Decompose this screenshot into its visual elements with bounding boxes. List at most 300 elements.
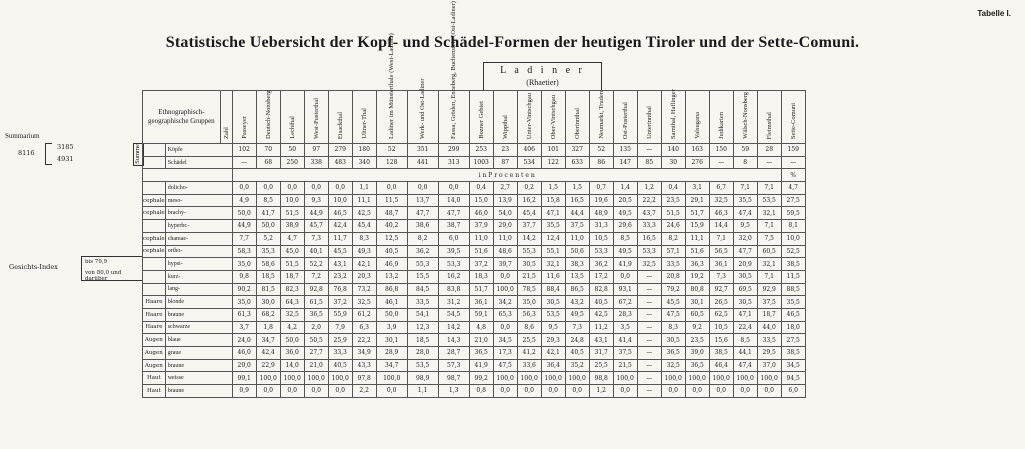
data-cell: 4,8 bbox=[469, 321, 493, 334]
data-cell: 15,8 bbox=[541, 194, 565, 207]
summary-total: 8116 bbox=[18, 149, 35, 157]
data-cell: 87 bbox=[493, 156, 517, 169]
data-cell: 38,5 bbox=[709, 347, 733, 360]
column-header-label: Fleimsthal bbox=[765, 111, 773, 139]
data-cell: 55,9 bbox=[328, 308, 352, 321]
data-cell: 41,2 bbox=[517, 347, 541, 360]
data-cell: 35,5 bbox=[781, 296, 805, 309]
data-cell: 1,1 bbox=[352, 182, 376, 195]
data-cell: 42,5 bbox=[352, 207, 376, 220]
data-cell: 92,7 bbox=[709, 283, 733, 296]
data-cell: 0,0 bbox=[304, 385, 328, 398]
column-header-label: Deutsch-Nonsberg bbox=[264, 90, 272, 139]
data-cell: 46,0 bbox=[469, 207, 493, 220]
data-cell: 16,2 bbox=[438, 270, 469, 283]
data-cell: 28 bbox=[757, 144, 781, 157]
data-cell: 0,0 bbox=[493, 270, 517, 283]
table-row bbox=[143, 194, 806, 207]
table-label: Tabelle I. bbox=[977, 9, 1011, 18]
data-cell: 14,2 bbox=[438, 321, 469, 334]
data-cell: 30,5 bbox=[733, 270, 757, 283]
data-cell: 65,3 bbox=[493, 308, 517, 321]
data-cell: 18,5 bbox=[407, 334, 438, 347]
data-cell: 0,0 bbox=[304, 182, 328, 195]
data-cell: 11,5 bbox=[376, 194, 407, 207]
data-cell: 88,4 bbox=[541, 283, 565, 296]
data-cell: 28,7 bbox=[438, 347, 469, 360]
data-cell: 37,2 bbox=[469, 258, 493, 271]
data-cell: 9,5 bbox=[733, 220, 757, 233]
data-cell: 22,2 bbox=[352, 334, 376, 347]
data-cell: 46,5 bbox=[781, 308, 805, 321]
data-cell: 4,7 bbox=[280, 232, 304, 245]
column-header-label: Ladiner im Münsterthale (West-Ladiner) bbox=[388, 33, 396, 139]
data-cell: 1003 bbox=[469, 156, 493, 169]
data-cell: 99,2 bbox=[469, 372, 493, 385]
data-cell: 54,5 bbox=[438, 308, 469, 321]
data-cell: 1,2 bbox=[589, 385, 613, 398]
data-cell: 46,1 bbox=[376, 296, 407, 309]
data-cell: 21,5 bbox=[517, 270, 541, 283]
table-row bbox=[143, 270, 806, 283]
column-header-label: Oberinnthal bbox=[573, 107, 581, 139]
data-cell: 40,1 bbox=[304, 245, 328, 258]
data-cell: 39,0 bbox=[685, 347, 709, 360]
data-cell: 55,3 bbox=[407, 258, 438, 271]
data-cell: 36,5 bbox=[661, 347, 685, 360]
data-cell: 9,5 bbox=[541, 321, 565, 334]
data-cell: 11,1 bbox=[685, 232, 709, 245]
data-cell: 100,0 bbox=[685, 372, 709, 385]
column-header-label: Valsugana bbox=[693, 112, 701, 139]
data-cell: 36,5 bbox=[469, 347, 493, 360]
data-cell: 42,1 bbox=[541, 347, 565, 360]
data-cell: 44,1 bbox=[733, 347, 757, 360]
data-cell: 16,5 bbox=[637, 232, 661, 245]
data-cell: 50,5 bbox=[304, 334, 328, 347]
data-cell: 13,5 bbox=[565, 270, 589, 283]
data-cell: 47,7 bbox=[438, 207, 469, 220]
data-cell: 1,5 bbox=[541, 182, 565, 195]
table-row bbox=[143, 296, 806, 309]
table-row bbox=[143, 308, 806, 321]
data-cell: 47,1 bbox=[733, 308, 757, 321]
data-cell: 44,9 bbox=[232, 220, 256, 233]
data-cell: 13,2 bbox=[376, 270, 407, 283]
row-label: hypsi- bbox=[165, 258, 232, 271]
column-header bbox=[733, 91, 757, 144]
data-cell: 42,5 bbox=[589, 308, 613, 321]
table-row bbox=[143, 334, 806, 347]
data-cell: 0,0 bbox=[661, 385, 685, 398]
data-cell: 14,0 bbox=[280, 359, 304, 372]
row-label: weisse bbox=[165, 372, 232, 385]
category-cell: Haut bbox=[143, 385, 166, 398]
data-cell: 32,1 bbox=[757, 207, 781, 220]
data-cell: 40,5 bbox=[376, 245, 407, 258]
data-cell: 10,0 bbox=[781, 232, 805, 245]
data-cell: 23 bbox=[493, 144, 517, 157]
data-cell: 147 bbox=[613, 156, 637, 169]
data-cell: 17,2 bbox=[589, 270, 613, 283]
summe-label: Summe bbox=[134, 144, 141, 164]
table-row bbox=[143, 245, 806, 258]
data-cell: 30,5 bbox=[541, 296, 565, 309]
column-header bbox=[256, 91, 280, 144]
data-cell: 38,7 bbox=[438, 220, 469, 233]
data-cell: 11,7 bbox=[328, 232, 352, 245]
data-cell: 1,2 bbox=[637, 182, 661, 195]
data-cell: 92,9 bbox=[757, 283, 781, 296]
data-cell: 38,6 bbox=[407, 220, 438, 233]
data-cell: 100,0 bbox=[493, 283, 517, 296]
data-cell: 633 bbox=[565, 156, 589, 169]
column-header bbox=[407, 78, 438, 144]
data-cell: 13,7 bbox=[407, 194, 438, 207]
data-cell: 50,0 bbox=[232, 207, 256, 220]
data-cell: 1,4 bbox=[613, 182, 637, 195]
data-cell: 58,6 bbox=[256, 258, 280, 271]
data-cell: 53,5 bbox=[757, 194, 781, 207]
data-cell: 30,5 bbox=[733, 296, 757, 309]
data-cell: 22,9 bbox=[256, 359, 280, 372]
data-cell: 60,5 bbox=[757, 245, 781, 258]
data-cell: 45,4 bbox=[517, 207, 541, 220]
data-cell: 46,3 bbox=[709, 207, 733, 220]
group-title: L a d i n e r bbox=[500, 65, 585, 76]
data-cell: 11,6 bbox=[541, 270, 565, 283]
data-cell: 41,7 bbox=[256, 207, 280, 220]
data-cell: 42,4 bbox=[256, 347, 280, 360]
data-cell: 47,4 bbox=[733, 359, 757, 372]
data-cell: 24,8 bbox=[565, 334, 589, 347]
data-cell: 34,9 bbox=[352, 347, 376, 360]
data-cell: 4,7 bbox=[781, 182, 805, 195]
data-cell: 28,9 bbox=[376, 347, 407, 360]
data-cell: 38,5 bbox=[781, 258, 805, 271]
data-cell: 11,2 bbox=[589, 321, 613, 334]
data-cell: 32,1 bbox=[757, 258, 781, 271]
data-cell: 41,9 bbox=[613, 258, 637, 271]
data-cell: 98,8 bbox=[589, 372, 613, 385]
data-cell: — bbox=[637, 347, 661, 360]
data-cell: 24,0 bbox=[232, 334, 256, 347]
data-cell: 62,5 bbox=[709, 308, 733, 321]
row-label: blonde bbox=[165, 296, 232, 309]
data-cell: 11,0 bbox=[565, 232, 589, 245]
summarium-label: Summarium bbox=[5, 132, 40, 140]
percent-caption: i n P r o c e n t e n bbox=[232, 169, 781, 182]
data-cell: 8,5 bbox=[733, 334, 757, 347]
data-cell: 32,5 bbox=[709, 194, 733, 207]
data-cell: 8,2 bbox=[661, 232, 685, 245]
data-cell: 52 bbox=[376, 144, 407, 157]
group-subtitle: (Rhaetier) bbox=[526, 78, 559, 87]
data-cell: 0,9 bbox=[232, 385, 256, 398]
data-cell: 11,0 bbox=[493, 232, 517, 245]
data-cell: 43,2 bbox=[565, 296, 589, 309]
data-cell: 35,5 bbox=[541, 220, 565, 233]
data-cell: 36,2 bbox=[407, 245, 438, 258]
data-cell: 30 bbox=[661, 156, 685, 169]
data-cell: 19,2 bbox=[685, 270, 709, 283]
data-cell: 59 bbox=[733, 144, 757, 157]
data-cell: 26,5 bbox=[709, 296, 733, 309]
data-cell: 7,9 bbox=[328, 321, 352, 334]
column-header-label: Judikarien bbox=[717, 111, 725, 139]
data-cell: 340 bbox=[352, 156, 376, 169]
column-header-label: Ultner-Thal bbox=[360, 108, 368, 139]
data-cell: 86,5 bbox=[565, 283, 589, 296]
data-cell: 61,5 bbox=[304, 296, 328, 309]
column-header-label: Sette-Comuni bbox=[789, 102, 797, 139]
data-cell: 55,3 bbox=[517, 245, 541, 258]
data-cell: 45,5 bbox=[328, 245, 352, 258]
data-cell: 100,0 bbox=[757, 372, 781, 385]
data-cell: — bbox=[637, 385, 661, 398]
data-cell: 46,0 bbox=[232, 347, 256, 360]
data-cell: 25,5 bbox=[517, 334, 541, 347]
data-cell: 51,6 bbox=[685, 245, 709, 258]
data-cell: 53,5 bbox=[541, 308, 565, 321]
data-cell: 150 bbox=[709, 144, 733, 157]
data-cell: 0,0 bbox=[376, 182, 407, 195]
data-cell: 35,0 bbox=[232, 258, 256, 271]
data-cell: 34,7 bbox=[376, 359, 407, 372]
data-cell: 21,0 bbox=[304, 359, 328, 372]
data-cell: 18,3 bbox=[469, 270, 493, 283]
data-cell: 100,0 bbox=[328, 372, 352, 385]
row-label: Köpfe bbox=[165, 144, 232, 157]
data-cell: 24,6 bbox=[661, 220, 685, 233]
row-label: graue bbox=[165, 347, 232, 360]
column-header-label: Eisackthal bbox=[336, 111, 344, 139]
data-cell: 47,5 bbox=[661, 308, 685, 321]
column-header bbox=[517, 91, 541, 144]
data-cell: 100,0 bbox=[280, 372, 304, 385]
data-cell: 6,0 bbox=[781, 385, 805, 398]
table-row bbox=[143, 321, 806, 334]
data-cell: — bbox=[637, 334, 661, 347]
data-cell: 0,0 bbox=[733, 385, 757, 398]
category-cell: Haut bbox=[143, 372, 166, 385]
data-cell: 0,8 bbox=[469, 385, 493, 398]
data-cell: 47,1 bbox=[541, 207, 565, 220]
table-row bbox=[143, 207, 806, 220]
data-cell: 100,0 bbox=[613, 372, 637, 385]
column-header bbox=[757, 91, 781, 144]
category-cell bbox=[143, 283, 166, 296]
data-cell: 44,0 bbox=[757, 321, 781, 334]
data-cell: 25,9 bbox=[328, 334, 352, 347]
data-cell: 37,7 bbox=[517, 220, 541, 233]
column-header bbox=[438, 1, 469, 144]
data-cell: 10,0 bbox=[280, 194, 304, 207]
data-cell: 81,5 bbox=[256, 283, 280, 296]
data-cell: 15,0 bbox=[469, 194, 493, 207]
data-cell: 276 bbox=[685, 156, 709, 169]
data-cell: 56,5 bbox=[709, 245, 733, 258]
column-header bbox=[376, 33, 407, 144]
data-cell: 0,0 bbox=[517, 385, 541, 398]
data-cell: 0,7 bbox=[589, 182, 613, 195]
data-cell: 38,5 bbox=[781, 347, 805, 360]
data-cell: 43,7 bbox=[637, 207, 661, 220]
column-header-label: Unter-Vintschgau bbox=[525, 92, 533, 139]
data-cell: 313 bbox=[438, 156, 469, 169]
data-cell: 83,8 bbox=[438, 283, 469, 296]
data-cell: 31,2 bbox=[438, 296, 469, 309]
data-cell: 35,0 bbox=[232, 296, 256, 309]
data-cell: 0,0 bbox=[685, 385, 709, 398]
data-cell: 7,2 bbox=[304, 270, 328, 283]
data-cell: 39,7 bbox=[493, 258, 517, 271]
summary-block bbox=[5, 142, 142, 165]
data-cell: 100,0 bbox=[376, 372, 407, 385]
data-cell: 97 bbox=[304, 144, 328, 157]
data-cell: 0,0 bbox=[438, 182, 469, 195]
category-cell: Augen bbox=[143, 334, 166, 347]
data-cell: 70 bbox=[256, 144, 280, 157]
column-header bbox=[469, 91, 493, 144]
data-cell: 12,3 bbox=[407, 321, 438, 334]
data-cell: 35,2 bbox=[565, 359, 589, 372]
data-cell: 32,5 bbox=[352, 296, 376, 309]
data-cell: 76,8 bbox=[328, 283, 352, 296]
data-cell: 163 bbox=[685, 144, 709, 157]
data-cell: 44,4 bbox=[565, 207, 589, 220]
category-cell bbox=[143, 156, 166, 169]
data-cell: 88,5 bbox=[781, 283, 805, 296]
data-cell: 52,2 bbox=[304, 258, 328, 271]
data-cell: 7,1 bbox=[757, 220, 781, 233]
data-cell: 0,0 bbox=[613, 385, 637, 398]
data-cell: 0,0 bbox=[328, 182, 352, 195]
data-cell: 483 bbox=[328, 156, 352, 169]
data-cell: 8,5 bbox=[256, 194, 280, 207]
data-cell: 54,1 bbox=[407, 308, 438, 321]
data-cell: — bbox=[637, 270, 661, 283]
table-row bbox=[143, 283, 806, 296]
data-cell: 93,1 bbox=[613, 283, 637, 296]
data-cell: 2,2 bbox=[352, 385, 376, 398]
data-cell: 18,5 bbox=[256, 270, 280, 283]
column-header-label: Bozner Gebiet bbox=[477, 101, 485, 139]
row-label: brachy- bbox=[165, 207, 232, 220]
data-cell: 0,0 bbox=[256, 385, 280, 398]
data-cell: 53,3 bbox=[637, 245, 661, 258]
data-cell: 48,6 bbox=[493, 245, 517, 258]
data-cell: — bbox=[637, 296, 661, 309]
data-cell: 135 bbox=[613, 144, 637, 157]
data-cell: 97,8 bbox=[352, 372, 376, 385]
data-cell: 140 bbox=[661, 144, 685, 157]
data-cell: 128 bbox=[376, 156, 407, 169]
data-cell: 250 bbox=[280, 156, 304, 169]
data-cell: 50,0 bbox=[256, 220, 280, 233]
data-cell: 0,0 bbox=[280, 385, 304, 398]
data-cell: — bbox=[757, 156, 781, 169]
data-cell: 10,0 bbox=[328, 194, 352, 207]
data-cell: 68,2 bbox=[256, 308, 280, 321]
data-cell: 84,5 bbox=[407, 283, 438, 296]
data-cell: 12,4 bbox=[541, 232, 565, 245]
data-cell: 20,5 bbox=[613, 194, 637, 207]
row-label: hyperbr.- bbox=[165, 220, 232, 233]
column-header-label: Lechthal bbox=[288, 116, 296, 139]
data-cell: 21,5 bbox=[613, 359, 637, 372]
percent-sign: % bbox=[781, 169, 805, 182]
data-cell: 90,2 bbox=[232, 283, 256, 296]
data-cell: 38,9 bbox=[280, 220, 304, 233]
data-cell: 23,5 bbox=[685, 334, 709, 347]
data-cell: 18,7 bbox=[280, 270, 304, 283]
data-cell: 351 bbox=[407, 144, 438, 157]
column-header bbox=[541, 91, 565, 144]
data-cell: 100,0 bbox=[709, 372, 733, 385]
data-cell: 44,9 bbox=[304, 207, 328, 220]
data-cell: 7,3 bbox=[565, 321, 589, 334]
data-cell: 51,5 bbox=[280, 258, 304, 271]
data-cell: 0,2 bbox=[517, 182, 541, 195]
data-cell: 37,0 bbox=[757, 359, 781, 372]
data-cell: 0,0 bbox=[565, 385, 589, 398]
data-cell: 0,0 bbox=[709, 385, 733, 398]
data-cell: 21,0 bbox=[469, 334, 493, 347]
data-cell: 7,1 bbox=[709, 232, 733, 245]
data-cell: 34,7 bbox=[256, 334, 280, 347]
data-cell: 36,3 bbox=[685, 258, 709, 271]
data-cell: 0,0 bbox=[232, 182, 256, 195]
data-cell: 37,5 bbox=[613, 347, 637, 360]
data-cell: 45,0 bbox=[280, 245, 304, 258]
data-cell: 338 bbox=[304, 156, 328, 169]
column-header bbox=[781, 91, 805, 144]
category-cell: Augen bbox=[143, 347, 166, 360]
data-cell: 50,0 bbox=[280, 334, 304, 347]
data-cell: 59,1 bbox=[469, 308, 493, 321]
table-row bbox=[143, 385, 806, 398]
data-cell: 14,4 bbox=[709, 220, 733, 233]
data-cell: 0,4 bbox=[469, 182, 493, 195]
data-cell: 6,7 bbox=[709, 182, 733, 195]
data-cell: 43,3 bbox=[352, 359, 376, 372]
table-row bbox=[143, 258, 806, 271]
row-label: braune bbox=[165, 308, 232, 321]
data-cell: 49,3 bbox=[352, 245, 376, 258]
data-cell: 36,5 bbox=[685, 359, 709, 372]
column-header bbox=[232, 91, 256, 144]
data-cell: 100,0 bbox=[493, 372, 517, 385]
data-cell: 29,0 bbox=[493, 220, 517, 233]
data-cell: 9,2 bbox=[685, 321, 709, 334]
data-cell: 279 bbox=[328, 144, 352, 157]
data-cell: 34,5 bbox=[493, 334, 517, 347]
data-cell: 30,1 bbox=[685, 296, 709, 309]
data-cell: 36,1 bbox=[469, 296, 493, 309]
data-cell: 40,5 bbox=[589, 296, 613, 309]
data-cell: 31,7 bbox=[589, 347, 613, 360]
data-cell: 47,7 bbox=[407, 207, 438, 220]
column-header-label: Neumarkt, Truden bbox=[597, 91, 605, 139]
data-cell: 38,3 bbox=[565, 258, 589, 271]
row-label: blaue bbox=[165, 334, 232, 347]
data-cell: 51,5 bbox=[280, 207, 304, 220]
data-cell: 327 bbox=[565, 144, 589, 157]
data-cell: 253 bbox=[469, 144, 493, 157]
data-cell: 15,9 bbox=[685, 220, 709, 233]
data-cell: 122 bbox=[541, 156, 565, 169]
